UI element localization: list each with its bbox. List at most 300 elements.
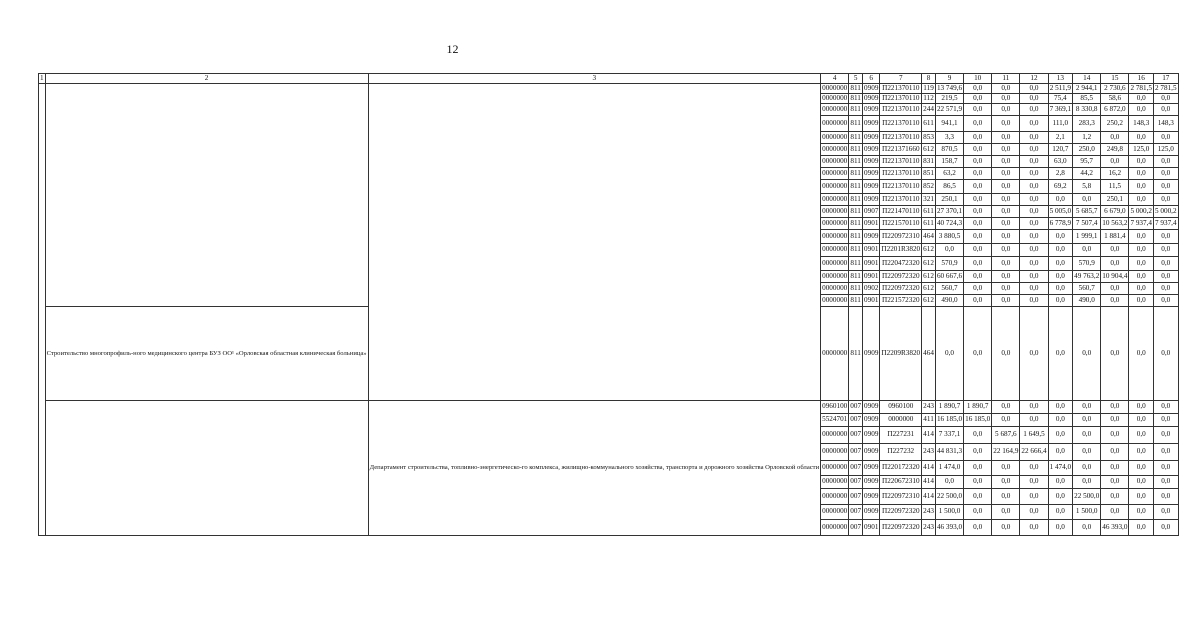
table-cell: 0,0 xyxy=(992,489,1020,505)
table-cell: 0,0 xyxy=(1020,206,1048,218)
table-cell: 86,5 xyxy=(935,180,963,194)
table-cell: 0,0 xyxy=(1020,230,1048,244)
table-cell: 0,0 xyxy=(1020,520,1048,536)
table-cell: 0,0 xyxy=(964,444,992,461)
table-cell: 0000000 xyxy=(821,444,849,461)
table-cell: 0,0 xyxy=(964,295,992,307)
table-cell: 27 370,1 xyxy=(935,206,963,218)
table-cell: 0,0 xyxy=(992,244,1020,257)
table-cell: 0,0 xyxy=(1048,505,1073,520)
table-cell: 0,0 xyxy=(1129,271,1154,283)
table-cell: 0000000 xyxy=(821,206,849,218)
table-cell: 0,0 xyxy=(964,218,992,230)
table-cell: 2 730,6 xyxy=(1101,84,1129,94)
table-cell: 0909 xyxy=(863,194,880,206)
table-cell: 0,0 xyxy=(964,144,992,156)
table-cell: 0,0 xyxy=(1048,489,1073,505)
table-cell: 941,1 xyxy=(935,116,963,132)
table-cell: 11,5 xyxy=(1101,180,1129,194)
table-cell: 0,0 xyxy=(1048,444,1073,461)
table-row xyxy=(39,84,1179,94)
table-cell: 22 164,9 xyxy=(992,444,1020,461)
table-cell: 811 xyxy=(849,180,863,194)
table-cell: 0,0 xyxy=(1154,461,1179,476)
table-cell: 2 511,9 xyxy=(1049,83,1071,92)
table-cell: П220172320 xyxy=(880,461,922,476)
table-cell: 0,0 xyxy=(1020,489,1048,505)
table-cell: 0909 xyxy=(863,116,880,132)
table-cell: 0,0 xyxy=(1073,194,1101,206)
table-cell: 0,0 xyxy=(1129,257,1154,271)
table-cell: 0,0 xyxy=(1129,156,1154,168)
table-cell: 811 xyxy=(849,257,863,271)
column-header: 6 xyxy=(863,74,880,84)
table-cell: 75,4 xyxy=(1048,94,1073,104)
table-cell: 0,0 xyxy=(1101,244,1129,257)
table-cell: 0000000 xyxy=(821,230,849,244)
table-cell: П221370110 xyxy=(880,180,922,194)
table-cell: 0,0 xyxy=(1129,489,1154,505)
table-cell: 0,0 xyxy=(1020,461,1048,476)
table-cell: 0000000 xyxy=(821,295,849,307)
table-cell: 0901 xyxy=(863,257,880,271)
table-cell: 7 337,1 xyxy=(935,427,963,444)
table-cell: 0,0 xyxy=(1129,104,1154,116)
program-name-cell xyxy=(45,84,368,307)
table-cell: 0,0 xyxy=(992,156,1020,168)
table-cell: 0000000 xyxy=(880,414,922,427)
table-cell: 0,0 xyxy=(1101,427,1129,444)
table-cell: 811 xyxy=(849,271,863,283)
table-cell: П227232 xyxy=(880,444,922,461)
table-cell: 58,6 xyxy=(1101,94,1129,104)
table-cell: 0,0 xyxy=(992,168,1020,180)
table-cell: 148,3 xyxy=(1129,116,1154,132)
table-cell: 0,0 xyxy=(1020,414,1048,427)
table-cell: 0,0 xyxy=(1101,295,1129,307)
table-cell: П220972320 xyxy=(880,505,922,520)
table-cell: 16 185,0 xyxy=(935,414,963,427)
table-cell: 0,0 xyxy=(1129,283,1154,295)
table-cell: 250,2 xyxy=(1101,116,1129,132)
table-cell: 8 330,8 xyxy=(1073,104,1101,116)
table-cell: 250,1 xyxy=(935,194,963,206)
table-cell: 0,0 xyxy=(1129,461,1154,476)
table-cell: 148,3 xyxy=(1154,116,1179,132)
table-cell: 0,0 xyxy=(1129,230,1154,244)
table-cell: 414 xyxy=(922,489,936,505)
table-cell: 22 500,0 xyxy=(1073,489,1101,505)
table-cell: 1 890,7 xyxy=(935,401,963,414)
table-cell: 3,3 xyxy=(935,132,963,144)
table-cell: 0960100 xyxy=(880,401,922,414)
table-cell: 0901 xyxy=(863,218,880,230)
table-cell: 0909 xyxy=(863,461,880,476)
table-cell: 811 xyxy=(849,206,863,218)
table-cell: 5 685,7 xyxy=(1073,206,1101,218)
table-cell: 0,0 xyxy=(964,180,992,194)
table-cell: 0909 xyxy=(863,168,880,180)
table-cell: 5,8 xyxy=(1073,180,1101,194)
column-header: 16 xyxy=(1129,74,1154,84)
table-cell: 0,0 xyxy=(1129,520,1154,536)
table-cell: 0,0 xyxy=(964,156,992,168)
table-cell: 0,0 xyxy=(1129,505,1154,520)
table-cell: 0,0 xyxy=(1073,461,1101,476)
table-cell: 811 xyxy=(849,132,863,144)
table-cell: 125,0 xyxy=(1129,144,1154,156)
table-cell: 0,0 xyxy=(1101,257,1129,271)
table-cell: 0000000 xyxy=(821,271,849,283)
table-cell: 0,0 xyxy=(964,206,992,218)
table-cell: 111,0 xyxy=(1048,116,1073,132)
table-cell: 560,7 xyxy=(1073,283,1101,295)
table-cell: 0,0 xyxy=(1020,271,1048,283)
table-cell: 0,0 xyxy=(992,94,1020,104)
table-cell: 0,0 xyxy=(1129,401,1154,414)
table-cell: 007 xyxy=(849,489,863,505)
table-cell: 0,0 xyxy=(1154,230,1179,244)
table-cell: 0,0 xyxy=(1101,156,1129,168)
table-cell: 0,0 xyxy=(992,505,1020,520)
table-cell: 0000000 xyxy=(821,180,849,194)
table-cell: 158,7 xyxy=(935,156,963,168)
table-cell: 0000000 xyxy=(821,489,849,505)
table-cell: 0909 xyxy=(863,401,880,414)
table-cell: 0,0 xyxy=(1154,505,1179,520)
table-cell: 0000000 xyxy=(822,83,848,92)
table-cell: 0,0 xyxy=(964,461,992,476)
table-cell: 249,8 xyxy=(1101,144,1129,156)
table-cell: П221370110 xyxy=(880,132,922,144)
table-cell: 44 831,3 xyxy=(935,444,963,461)
table-cell: 0,0 xyxy=(992,283,1020,295)
table-cell: 612 xyxy=(922,295,936,307)
table-cell: 22 571,9 xyxy=(935,104,963,116)
table-cell: П221370110 xyxy=(880,168,922,180)
table-cell: 007 xyxy=(849,414,863,427)
table-cell: 0909 xyxy=(863,180,880,194)
table-cell: 16,2 xyxy=(1101,168,1129,180)
row-number-cell xyxy=(39,84,46,536)
table-cell: 0,0 xyxy=(1129,295,1154,307)
table-cell: 0,0 xyxy=(964,168,992,180)
table-cell: 0,0 xyxy=(1154,476,1179,489)
table-cell: 2 781,5 xyxy=(1130,83,1152,92)
table-cell: 0,0 xyxy=(1073,444,1101,461)
table-body xyxy=(39,84,1179,536)
table-cell: П221370110 xyxy=(880,84,922,94)
budget-table xyxy=(38,73,1179,536)
table-cell: 570,9 xyxy=(1073,257,1101,271)
table-cell: 0,0 xyxy=(964,116,992,132)
table-cell: 007 xyxy=(849,520,863,536)
executor-cell: Департамент строительства, топливно-энергетическо-го комплекса, жилищно-коммунального хозяйства, транспорта и дорожного хозяйства Орловской области xyxy=(368,401,820,536)
table-cell: 283,3 xyxy=(1073,116,1101,132)
table-cell: 1 500,0 xyxy=(935,505,963,520)
table-cell: 0,0 xyxy=(1020,94,1048,104)
table-cell: 243 xyxy=(922,520,936,536)
table-cell: П220972310 xyxy=(880,230,922,244)
table-cell: П2201R3820 xyxy=(880,244,922,257)
table-cell: 0,0 xyxy=(1020,295,1048,307)
table-cell: 811 xyxy=(850,93,861,102)
table-cell: 0,0 xyxy=(1073,427,1101,444)
table-cell: 0901 xyxy=(863,271,880,283)
table-cell: 414 xyxy=(922,461,936,476)
page-number: 12 xyxy=(446,42,459,56)
table-cell: 0,0 xyxy=(964,307,992,401)
column-header: 4 xyxy=(821,74,849,84)
table-cell: 0,0 xyxy=(1129,180,1154,194)
table-cell: 7 507,4 xyxy=(1073,218,1101,230)
table-cell: 0,0 xyxy=(1048,295,1073,307)
table-cell: 2,8 xyxy=(1048,168,1073,180)
table-cell: 0000000 xyxy=(821,218,849,230)
table-cell: 0,0 xyxy=(1020,168,1048,180)
table-cell: 0000000 xyxy=(821,520,849,536)
table-cell: 0,0 xyxy=(1101,476,1129,489)
table-cell: П220972310 xyxy=(880,489,922,505)
table-cell: 0,0 xyxy=(1129,444,1154,461)
table-cell: 0909 xyxy=(864,93,879,102)
table-cell: 0,0 xyxy=(1101,132,1129,144)
table-cell: 0,0 xyxy=(1154,283,1179,295)
column-header: 15 xyxy=(1101,74,1129,84)
table-cell: 852 xyxy=(922,180,936,194)
table-cell: 0,0 xyxy=(1048,520,1073,536)
table-cell: 0901 xyxy=(863,520,880,536)
table-cell: П220672310 xyxy=(880,476,922,489)
table-cell: 0909 xyxy=(863,104,880,116)
table-cell: 870,5 xyxy=(935,144,963,156)
table-cell: 46 393,0 xyxy=(935,520,963,536)
table-cell: 85,5 xyxy=(1073,94,1101,104)
table-cell: 0,0 xyxy=(1048,194,1073,206)
table-cell: 0,0 xyxy=(1020,476,1048,489)
table-cell: 1 890,7 xyxy=(964,401,992,414)
table-cell: 0,0 xyxy=(1048,257,1073,271)
table-cell: 0000000 xyxy=(821,505,849,520)
table-cell: 0,0 xyxy=(1129,244,1154,257)
table-cell: 321 xyxy=(922,194,936,206)
table-cell: 16 185,0 xyxy=(964,414,992,427)
table-cell: 0,0 xyxy=(1048,427,1073,444)
table-cell: 0,0 xyxy=(1020,194,1048,206)
table-cell: 0,0 xyxy=(964,271,992,283)
table-cell: 0,0 xyxy=(1020,257,1048,271)
table-cell: 0,0 xyxy=(1020,156,1048,168)
table-cell: 811 xyxy=(849,230,863,244)
table-cell: 243 xyxy=(922,505,936,520)
table-cell: 811 xyxy=(849,244,863,257)
table-cell: П221371660 xyxy=(880,144,922,156)
column-header: 13 xyxy=(1048,74,1073,84)
table-cell: 0,0 xyxy=(964,505,992,520)
table-cell: 2 944,1 xyxy=(1073,84,1101,94)
table-cell: 490,0 xyxy=(1073,295,1101,307)
table-cell: 0,0 xyxy=(1101,505,1129,520)
table-cell: 811 xyxy=(850,83,861,92)
table-cell: 60 667,6 xyxy=(935,271,963,283)
column-header: 14 xyxy=(1073,74,1101,84)
table-cell: 5 000,2 xyxy=(1129,206,1154,218)
table-cell: 125,0 xyxy=(1154,144,1179,156)
table-cell: 0,0 xyxy=(1020,132,1048,144)
table-cell: 22 666,4 xyxy=(1020,444,1048,461)
table-cell: 0,0 xyxy=(1154,295,1179,307)
table-cell: 612 xyxy=(922,271,936,283)
table-cell: 0,0 xyxy=(1048,283,1073,295)
table-cell: 243 xyxy=(922,444,936,461)
table-cell: 2 781,5 xyxy=(1155,83,1177,92)
table-cell: 0,0 xyxy=(964,489,992,505)
table-cell: 811 xyxy=(849,104,863,116)
table-cell: 0,0 xyxy=(1073,401,1101,414)
table-cell: 7 937,4 xyxy=(1154,218,1179,230)
table-cell: 0,0 xyxy=(1101,489,1129,505)
table-cell: П221370110 xyxy=(880,104,922,116)
table-cell: П221470110 xyxy=(880,206,922,218)
table-cell: 0,0 xyxy=(964,520,992,536)
table-cell: 0,0 xyxy=(1020,401,1048,414)
table-cell: 811 xyxy=(849,218,863,230)
table-cell: 0000000 xyxy=(821,283,849,295)
table-cell: 13 749,6 xyxy=(936,83,963,92)
table-cell: 0,0 xyxy=(935,307,963,401)
table-cell: 0,0 xyxy=(1048,401,1073,414)
column-header: 12 xyxy=(1020,74,1048,84)
table-cell: 40 724,3 xyxy=(935,218,963,230)
table-cell: 0,0 xyxy=(1154,307,1179,401)
table-cell: 244 xyxy=(922,104,936,116)
table-cell: 0000000 xyxy=(821,168,849,180)
table-cell: 7 369,1 xyxy=(1048,104,1073,116)
table-cell: 0,0 xyxy=(1101,461,1129,476)
table-cell: 1 474,0 xyxy=(1048,461,1073,476)
table-cell: 0,0 xyxy=(992,218,1020,230)
table-cell: 0,0 xyxy=(1020,307,1048,401)
table-cell: 0,0 xyxy=(992,144,1020,156)
table-cell: 0,0 xyxy=(1048,271,1073,283)
table-cell: 0,0 xyxy=(964,244,992,257)
table-cell: 0,0 xyxy=(1073,520,1101,536)
table-cell: 811 xyxy=(849,144,863,156)
table-cell: 2,1 xyxy=(1048,132,1073,144)
table-cell: 0,0 xyxy=(1101,444,1129,461)
table-cell: 0909 xyxy=(863,414,880,427)
table-cell: 464 xyxy=(922,230,936,244)
table-cell: 560,7 xyxy=(935,283,963,295)
table-cell: 0,0 xyxy=(1101,307,1129,401)
table-cell: 0,0 xyxy=(935,476,963,489)
table-cell: 1 881,4 xyxy=(1101,230,1129,244)
table-cell: 5 005,0 xyxy=(1048,206,1073,218)
table-cell: 0901 xyxy=(863,295,880,307)
table-cell: 0909 xyxy=(863,132,880,144)
table-cell: 0,0 xyxy=(1020,144,1048,156)
table-cell: 112 xyxy=(923,93,934,102)
table-cell: 0,0 xyxy=(1129,427,1154,444)
table-cell: 0,0 xyxy=(1129,132,1154,144)
table-cell: 0909 xyxy=(863,427,880,444)
table-cell: 63,2 xyxy=(935,168,963,180)
table-cell: 0,0 xyxy=(992,180,1020,194)
column-header: 17 xyxy=(1154,74,1179,84)
table-cell: 464 xyxy=(922,307,936,401)
table-cell: 0,0 xyxy=(1154,444,1179,461)
table-cell: 219,5 xyxy=(935,94,963,104)
table-cell: 0,0 xyxy=(1020,84,1048,94)
table-cell: 0,0 xyxy=(1154,156,1179,168)
table-cell: 0,0 xyxy=(992,257,1020,271)
table-cell: 0,0 xyxy=(1154,180,1179,194)
column-header: 2 xyxy=(45,74,368,84)
table-cell: 0909 xyxy=(864,83,879,92)
table-cell: 611 xyxy=(922,116,936,132)
table-cell: 0902 xyxy=(863,283,880,295)
table-cell: 0000000 xyxy=(821,194,849,206)
table-cell: 0,0 xyxy=(964,476,992,489)
table-cell: 0909 xyxy=(863,476,880,489)
table-cell: 611 xyxy=(922,218,936,230)
table-cell: П221370110 xyxy=(880,156,922,168)
table-cell: 243 xyxy=(922,401,936,414)
table-cell: 120,7 xyxy=(1048,144,1073,156)
table-cell: 63,0 xyxy=(1048,156,1073,168)
column-header: 7 xyxy=(880,74,922,84)
table-cell: 0,0 xyxy=(1154,94,1179,104)
column-header: 3 xyxy=(368,74,820,84)
table-cell: П220972320 xyxy=(880,283,922,295)
table-cell: 414 xyxy=(922,427,936,444)
table-cell: 1 649,5 xyxy=(1020,427,1048,444)
table-cell: 0000000 xyxy=(821,144,849,156)
table-cell: 612 xyxy=(922,244,936,257)
table-cell: 0960100 xyxy=(821,401,849,414)
table-cell: 1 999,1 xyxy=(1073,230,1101,244)
table-cell: 10 904,4 xyxy=(1101,271,1129,283)
table-cell: 612 xyxy=(922,283,936,295)
table-cell: 0,0 xyxy=(1154,194,1179,206)
table-cell: 0,0 xyxy=(1129,476,1154,489)
table-cell: 0,0 xyxy=(1129,414,1154,427)
table-cell: 250,1 xyxy=(1101,194,1129,206)
table-cell: П221370110 xyxy=(880,116,922,132)
table-cell: 0,0 xyxy=(1020,104,1048,116)
table-cell: 5 000,2 xyxy=(1154,206,1179,218)
table-cell: 0909 xyxy=(863,144,880,156)
table-cell: 0,0 xyxy=(1101,401,1129,414)
table-cell: 0,0 xyxy=(1020,116,1048,132)
table-cell: 0,0 xyxy=(1073,414,1101,427)
table-cell: 0000000 xyxy=(821,116,849,132)
table-cell: 1 474,0 xyxy=(935,461,963,476)
table-cell: 49 763,2 xyxy=(1073,271,1101,283)
table-cell: 0000000 xyxy=(821,132,849,144)
table-cell: 0000000 xyxy=(821,156,849,168)
table-cell: 811 xyxy=(849,295,863,307)
table-cell: 0909 xyxy=(863,444,880,461)
table-cell: 0901 xyxy=(863,244,880,257)
table-cell: П221572320 xyxy=(880,295,922,307)
table-cell: 0000000 xyxy=(821,461,849,476)
program-name-cell: Строительство многопрофиль-ного медицинского центра БУЗ ОО¹ «Орловская областная клиническая больница» xyxy=(45,307,368,401)
table-cell: 0,0 xyxy=(1101,283,1129,295)
table-cell: 811 xyxy=(849,116,863,132)
table-cell: П227231 xyxy=(880,427,922,444)
table-cell: 0,0 xyxy=(964,230,992,244)
